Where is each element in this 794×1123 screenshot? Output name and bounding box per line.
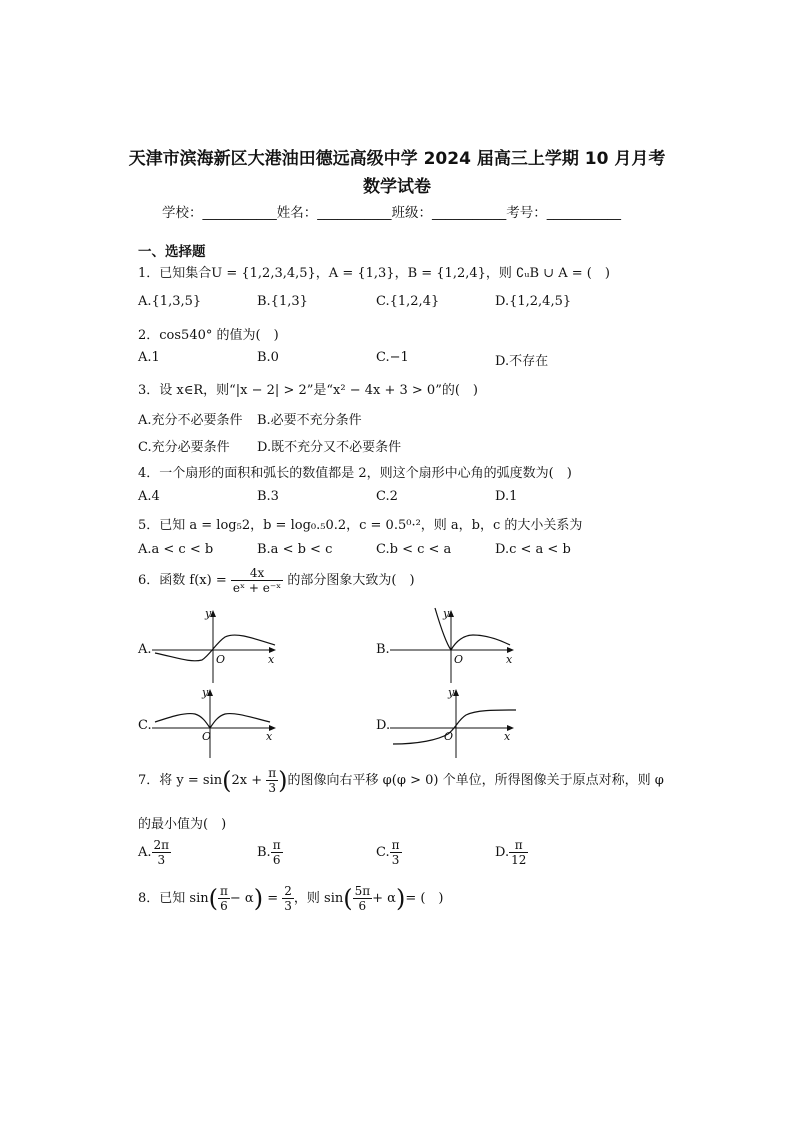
y-label: y [205, 607, 212, 620]
y-label: y [202, 686, 209, 699]
origin-label: O [202, 730, 212, 743]
q7-inner: 2x + [231, 773, 263, 788]
q6-graph-b [388, 605, 518, 685]
page-title: 天津市滨海新区大港油田德远高级中学 2024 届高三上学期 10 月月考 [128, 149, 666, 169]
q7-a-den: 3 [157, 853, 166, 867]
q1-option-c: C.{1,2,4} [376, 294, 440, 309]
q6-option-a: A. [138, 642, 152, 657]
q5-option-c: C.b < c < a [376, 542, 452, 557]
q7-stem-prefix: 7．将 y = sin [138, 773, 223, 788]
x-label: x [504, 730, 511, 743]
q8-f1-den: 6 [220, 899, 228, 913]
origin-label: O [216, 653, 226, 666]
question-4-stem: 4．一个扇形的面积和弧长的数值都是 2，则这个扇形中心角的弧度数为( ) [138, 466, 572, 481]
question-5-stem: 5．已知 a = log₅2，b = log₀.₅0.2，c = 0.5⁰·²，则 a，b，c 的大小关系为 [138, 518, 583, 533]
q8-equals: = [267, 891, 279, 906]
q7-c-den: 3 [391, 853, 400, 867]
x-label: x [268, 653, 275, 666]
q8-f3-num: 5π [354, 884, 371, 898]
q7-frac-num: π [268, 766, 277, 780]
q7-d-den: 12 [511, 853, 527, 867]
y-label: y [448, 686, 455, 699]
q5-option-d: D.c < a < b [495, 542, 571, 557]
graph-d-curve [393, 710, 516, 744]
q7-option-c [376, 838, 402, 867]
q6-frac-denominator: eˣ + e⁻ˣ [232, 581, 282, 595]
q7-c-label: C. [376, 845, 390, 860]
q8-f3-den: 6 [358, 899, 367, 913]
question-8-stem: 8．已知 sin( $\frac{\pi}{6}$ − α) = $\frac{2}{3}$ ，则 sin( $\frac{5\pi}{6}$ + α)= ( ) [138, 884, 444, 913]
q3-option-a: A.充分不必要条件 [138, 413, 243, 428]
q7-d-label: D. [495, 845, 510, 860]
q1-option-b: B.{1,3} [257, 294, 308, 309]
q8-f2-den: 3 [284, 899, 292, 913]
q6-graph-d [388, 684, 518, 760]
origin-label: O [454, 653, 464, 666]
graph-a-curve [155, 635, 275, 661]
q1-option-d: D.{1,2,4,5} [495, 294, 572, 309]
q8-end: = ( ) [405, 891, 444, 906]
q6-option-b: B. [376, 642, 390, 657]
q7-frac-den: 3 [268, 781, 277, 795]
q6-graph-a [150, 605, 280, 685]
x-label: x [266, 730, 273, 743]
q7-c-num: π [391, 838, 400, 852]
q7-d-num: π [509, 838, 528, 853]
q5-option-a: A.a < c < b [138, 542, 214, 557]
q7-stem-suffix: 的图像向右平移 φ(φ > 0) 个单位，所得图像关于原点对称，则 φ [287, 773, 664, 788]
q6-stem-suffix: 的部分图象大致为( ) [287, 573, 415, 588]
q7-option-a [138, 838, 171, 867]
q1-option-a: A.{1,3,5} [138, 294, 202, 309]
section-title: 一、选择题 [138, 244, 206, 260]
q6-frac-numerator: 4x [231, 566, 283, 581]
q8-f1-num: π [219, 884, 228, 898]
q3-option-c: C.充分必要条件 [138, 440, 230, 455]
q6-function-fraction [231, 566, 283, 595]
q2-option-a: A.1 [138, 350, 160, 365]
q2-option-d: D.不存在 [495, 354, 549, 369]
q6-graph-c [150, 684, 280, 760]
q7-a-label: A. [138, 845, 152, 860]
q8-mid: ，则 sin [293, 891, 344, 906]
question-6-stem [138, 566, 415, 595]
q4-option-c: C.2 [376, 489, 398, 504]
q8-prefix: 8．已知 sin [138, 891, 209, 906]
question-3-stem: 3．设 x∈R，则“|x − 2| > 2”是“x² − 4x + 3 > 0”的( ) [138, 383, 478, 398]
student-info-line: 学校：___________姓名：___________班级：___________考号：___________ [162, 205, 621, 221]
y-label: y [443, 607, 450, 620]
q8-f2-num: 2 [284, 884, 292, 898]
q7-b-den: 6 [272, 853, 281, 867]
q8-plus-alpha: + α [372, 891, 396, 906]
q4-option-b: B.3 [257, 489, 279, 504]
q6-stem-prefix: 6．函数 f(x) = [138, 573, 227, 588]
q8-minus-alpha: − α [229, 891, 254, 906]
x-label: x [506, 653, 513, 666]
q7-pi-over-3 [266, 766, 278, 795]
q4-option-a: A.4 [138, 489, 160, 504]
question-7-stem: 7．将 y = sin(2x + $\frac{\pi}{3}$ )的图像向右平移 φ(φ > 0) 个单位，所得图像关于原点对称，则 φ [138, 766, 664, 795]
question-2-stem: 2．cos540° 的值为( ) [138, 328, 279, 343]
q2-option-c: C.−1 [376, 350, 409, 365]
q7-b-num: π [272, 838, 281, 852]
q7-option-d [495, 838, 528, 867]
q7-option-b [257, 838, 283, 867]
question-7-stem-line2: 的最小值为( ) [138, 817, 227, 832]
q3-option-d: D.既不充分又不必要条件 [257, 440, 402, 455]
q3-option-b: B.必要不充分条件 [257, 413, 362, 428]
origin-label: O [444, 730, 454, 743]
q6-option-c: C. [138, 718, 152, 733]
q4-option-d: D.1 [495, 489, 518, 504]
q6-option-d: D. [376, 718, 391, 733]
q7-b-label: B. [257, 845, 271, 860]
q5-option-b: B.a < b < c [257, 542, 333, 557]
question-1-stem: 1．已知集合U = {1,2,3,4,5}，A = {1,3}，B = {1,2,4}，则 ∁ᵤB ∪ A = ( ) [138, 266, 610, 281]
graph-b-right-curve [451, 635, 510, 650]
q7-a-num: 2π [153, 838, 170, 852]
page-subtitle: 数学试卷 [363, 177, 431, 197]
q2-option-b: B.0 [257, 350, 279, 365]
graph-c-curve [155, 714, 270, 728]
